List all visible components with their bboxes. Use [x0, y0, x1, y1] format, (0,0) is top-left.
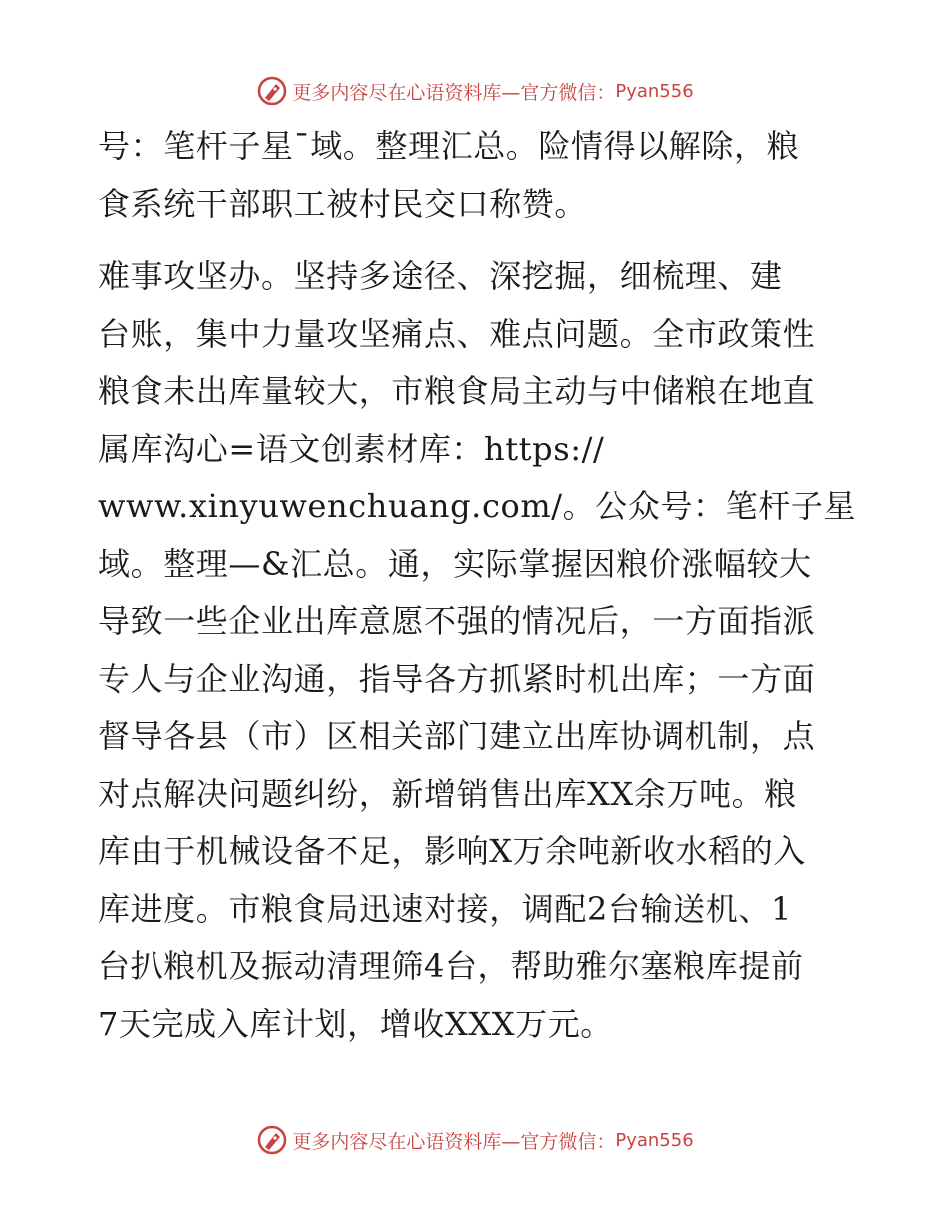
watermark-wechat-id: Pyan556: [615, 80, 694, 102]
text-line: 域。整理—&汇总。通，实际掌握因粮价涨幅较大: [98, 544, 812, 583]
text-line: 库进度。市粮食局迅速对接，调配2台输送机、1: [98, 889, 792, 928]
text-line: 粮食未出库量较大，市粮食局主动与中储粮在地直: [98, 372, 816, 410]
pen-nib-logo-icon: [256, 75, 288, 107]
text-line: 库由于机械设备不足，影响X万余吨新收水稻的入: [98, 832, 806, 870]
watermark-wechat-id: Pyan556: [615, 1129, 694, 1151]
watermark-text: 更多内容尽在心语资料库—官方微信：: [292, 1130, 616, 1153]
text-line: 食系统干部职工被村民交口称赞。: [98, 184, 588, 223]
text-line: 台账，集中力量攻坚痛点、难点问题。全市政策性: [98, 314, 816, 353]
pen-nib-logo-icon: [256, 1124, 288, 1156]
header-watermark: [0, 73, 950, 109]
text-line: www.xinyuwenchuang.com/。公众号：笔杆子星: [98, 487, 857, 525]
watermark-text: 更多内容尽在心语资料库—官方微信：: [292, 81, 616, 104]
text-line: 督导各县（市）区相关部门建立出库协调机制，点: [98, 717, 816, 755]
text-line: 对点解决问题纠纷，新增销售出库XX余万吨。粮: [98, 774, 797, 813]
text-line: 台扒粮机及振动清理筛4台，帮助雅尔塞粮库提前: [98, 947, 804, 985]
text-line: 7天完成入库计划，增收XXX万元。: [98, 1004, 613, 1043]
text-line: 导致一些企业出库意愿不强的情况后，一方面指派: [98, 602, 816, 640]
text-line: 难事攻坚办。坚持多途径、深挖掘，细梳理、建: [98, 257, 783, 295]
footer-watermark: [0, 1122, 950, 1158]
text-line: 专人与企业沟通，指导各方抓紧时机出库；一方面: [98, 659, 816, 698]
text-line: 属库沟心=语文创素材库：https://: [98, 429, 605, 468]
paragraph: [98, 118, 858, 233]
body-text: [98, 118, 858, 1053]
paragraph: [98, 248, 858, 1053]
text-line: 号：笔杆子星¯域。整理汇总。险情得以解除，粮: [98, 127, 800, 165]
